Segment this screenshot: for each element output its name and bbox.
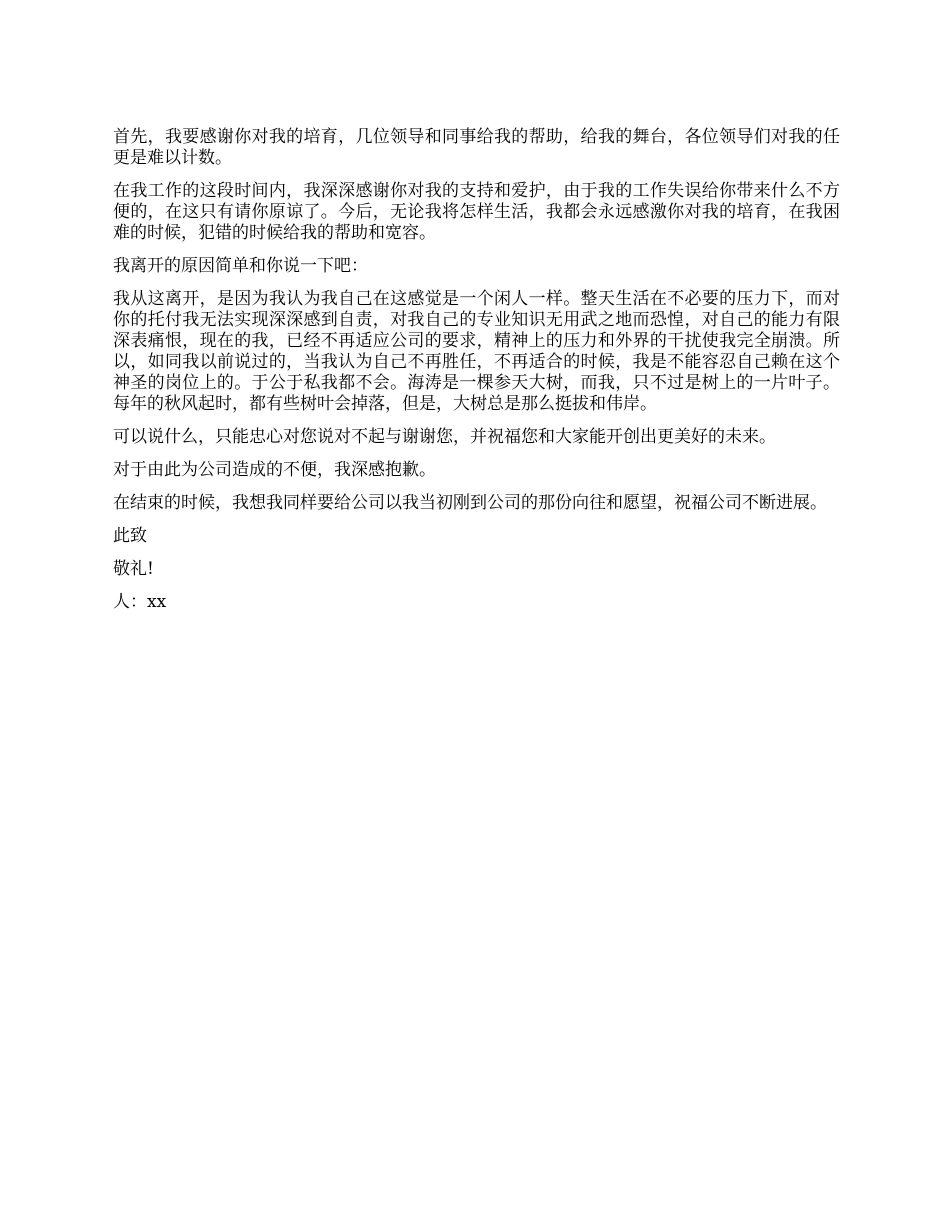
paragraph-closing: 在结束的时候，我想我同样要给公司以我当初刚到公司的那份向往和愿望，祝福公司不断进展。 — [113, 493, 827, 513]
paragraph-apology-wishes: 可以说什么，只能忠心对您说对不起与谢谢您，并祝福您和大家能开创出更美好的未来。 — [113, 427, 776, 447]
paragraph-thanks-support: 在我工作的这段时间内，我深深感谢你对我的支持和爱护，由于我的工作失误给你带来什么不方便的，在这只有请你原谅了。今后，无论我将怎样生活，我都会永远感激你对我的培育，在我困难的时候，犯错的时候给我的帮助和宽容。 — [113, 181, 840, 243]
signature: 人：xx — [113, 592, 167, 612]
paragraph-apology: 对于由此为公司造成的不便，我深感抱歉。 — [113, 460, 436, 480]
salutation-jingli: 敬礼! — [113, 559, 154, 579]
letter-body — [113, 127, 840, 625]
paragraph-gratitude: 首先，我要感谢你对我的培育，几位领导和同事给我的帮助，给我的舞台，各位领导们对我的任更是难以计数。 — [113, 127, 840, 168]
paragraph-reason: 我从这离开，是因为我认为我自己在这感觉是一个闲人一样。整天生活在不必要的压力下，而对你的托付我无法实现深深感到自责，对我自己的专业知识无用武之地而恐惶，对自己的能力有限深表痛恨，现在的我，已经不再适应公司的要求，精神上的压力和外界的干扰使我完全崩溃。所以，如同我以前说过的，当我认为自己不再胜任，不再适合的时候，我是不能容忍自己赖在这个神圣的岗位上的。于公于私我都不会。海涛是一棵参天大树，而我，只不过是树上的一片叶子。每年的秋风起时，都有些树叶会掉落，但是，大树总是那么挺拔和伟岸。 — [113, 289, 840, 414]
salutation-cizhi: 此致 — [113, 526, 147, 546]
paragraph-reason-intro: 我离开的原因简单和你说一下吧： — [113, 256, 368, 276]
